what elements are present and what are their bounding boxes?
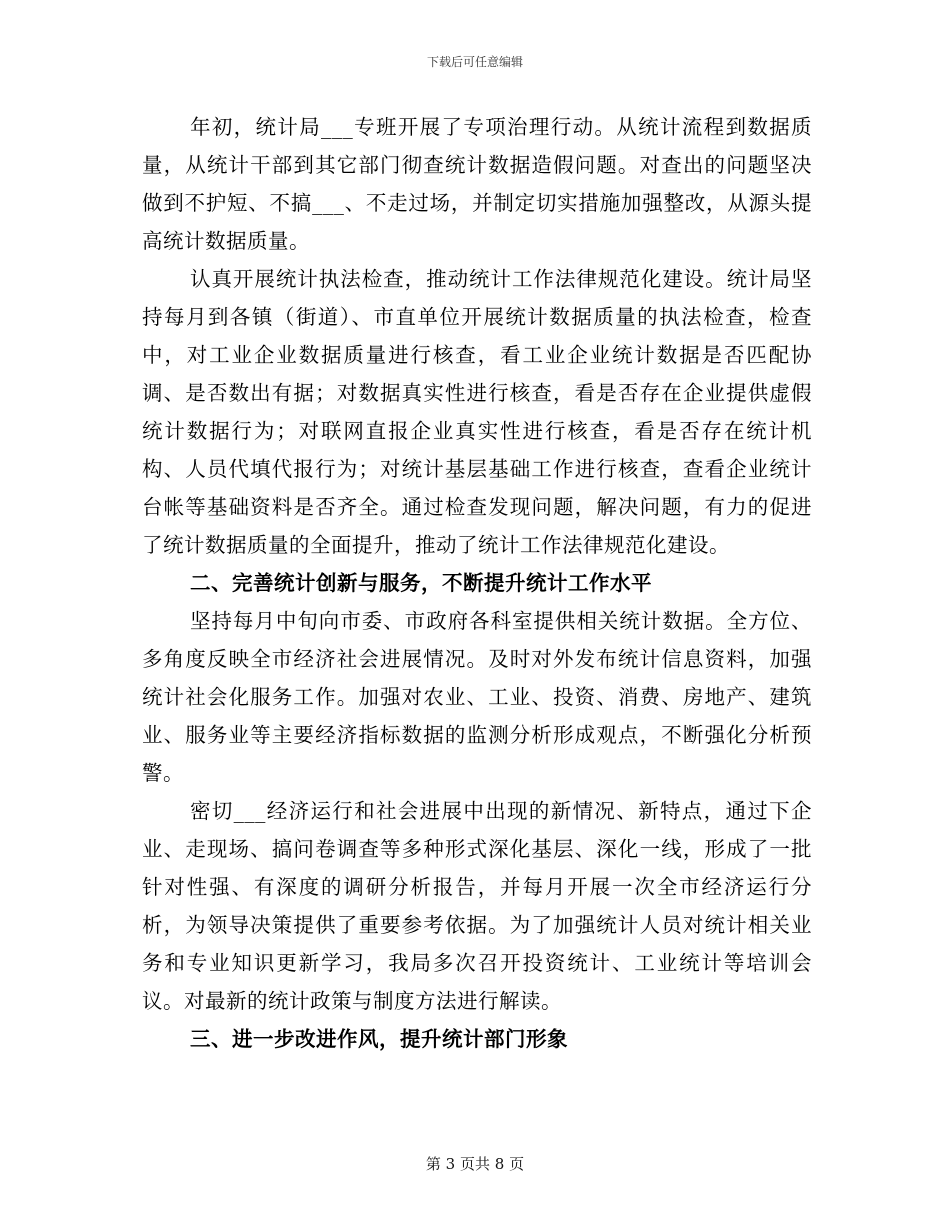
document-body [142,108,812,1058]
paragraph-law-enforcement-inspection: 认真开展统计执法检查，推动统计工作法律规范化建设。统计局坚持每月到各镇（街道）、市直单位开展统计数据质量的执法检查，检查中，对工业企业数据质量进行核查，看工业企业统计数据是否匹配协调、是否数出有据；对数据真实性进行核查，看是否存在企业提供虚假统计数据行为；对联网直报企业真实性进行核查，看是否存在统计机构、人员代填代报行为；对统计基层基础工作进行核查，查看企业统计台帐等基础资料是否齐全。通过检查发现问题，解决问题，有力的促进了统计数据质量的全面提升，推动了统计工作法律规范化建设。 [142,267,812,557]
paragraph-monthly-data-provision: 坚持每月中旬向市委、市政府各科室提供相关统计数据。全方位、多角度反映全市经济社会进展情况。及时对外发布统计信息资料，加强统计社会化服务工作。加强对农业、工业、投资、消费、房地产、建筑业、服务业等主要经济指标数据的监测分析形成观点，不断强化分析预警。 [142,609,812,785]
paragraph-special-governance: 年初，统计局___专班开展了专项治理行动。从统计流程到数据质量，从统计干部到其它部门彻查统计数据造假问题。对查出的问题坚决做到不护短、不搞___、不走过场，并制定切实措施加强整改，从源头提高统计数据质量。 [142,115,812,253]
page-header: 下载后可任意编辑 [426,55,523,69]
paragraph-research-analysis: 密切___经济运行和社会进展中出现的新情况、新特点，通过下企业、走现场、搞问卷调查等多种形式深化基层、深化一线，形成了一批针对性强、有深度的调研分析报告，并每月开展一次全市经济运行分析，为领导决策提供了重要参考依据。为了加强统计人员对统计相关业务和专业知识更新学习，我局多次召开投资统计、工业统计等培训会议。对最新的统计政策与制度方法进行解读。 [142,799,812,1013]
section-heading-work-style: 三、进一步改进作风，提升统计部门形象 [190,1027,568,1051]
page-footer-number: 第 3 页共 8 页 [425,1155,525,1173]
section-heading-innovation-service: 二、完善统计创新与服务，不断提升统计工作水平 [190,571,652,595]
